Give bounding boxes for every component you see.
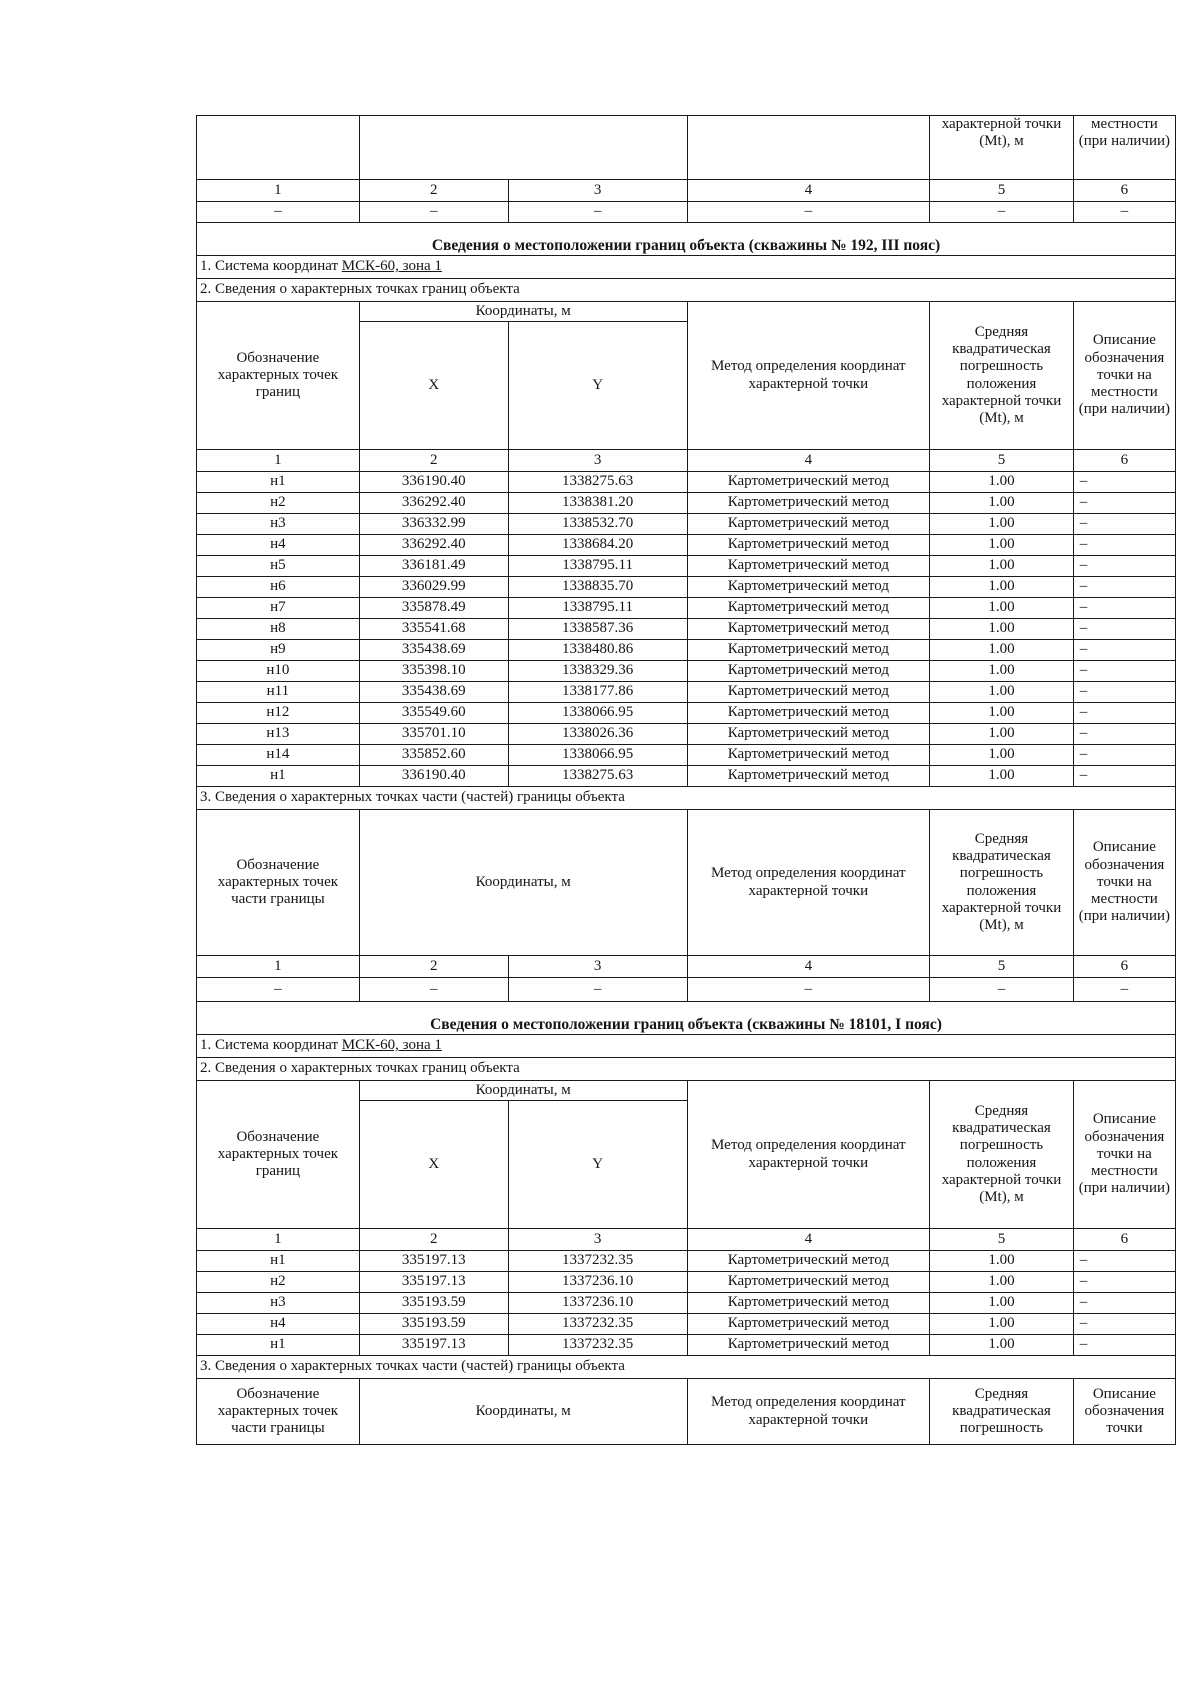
cell-x: 336292.40 — [359, 493, 508, 514]
cell-y: 1338684.20 — [508, 535, 687, 556]
cell-d: – — [1073, 514, 1175, 535]
table-row — [197, 535, 1176, 556]
cell-y: 1338066.95 — [508, 745, 687, 766]
section-18101-points-title: 2. Сведения о характерных точках границ объекта — [197, 1058, 1176, 1081]
cadastral-table: характерной точки (Mt), м местности (при наличии) 1 2 3 4 5 6 – – – – – – Сведения о местоположении границ объекта (скважины № 192, III пояс) 1. Система координат МСК-60, зона 1 2. Сведения о характерных точках границ объекта Обозначение характерных точек границ Координаты, м Метод определения координат характерной точки Средняя квадратическая погрешность положения характерной точки (Mt), м Описание обозначения точки на местности (при наличии) X Y 1 2 3 4 5 6 н1 336190.40 1338275.63 Картометрический метод 1.00 – н2 336292.40 1338381.20 Картометрический метод 1.00 – н3 336332.99 1338532.70 Картометрический метод 1.00 – н4 336292.40 1338684.20 Картометрический метод 1.00 – н5 336181.49 1338795.11 Картометрический метод 1.00 – н6 336029.99 1338835.70 Картометрический метод 1.00 – н7 335878.49 1338795.11 Картометрический метод 1.00 – н8 335541.68 1338587.36 Картометрический метод 1.00 – н9 335438.69 1338480.86 Картометрический метод 1.00 – н10 335398.10 1338329.36 Картометрический метод 1.00 – н11 335438.69 1338177.86 Картометрический метод 1.00 – н12 335549.60 1338066.95 Картометрический метод 1.00 – н13 335701.10 1338026.36 Картометрический метод 1.00 – н14 335852.60 1338066.95 Картометрический метод 1.00 – н1 336190.40 1338275.63 Картометрический метод 1.00 – 3. Сведения о характерных точках части (частей) границы объекта Обозначение характерных точек части границы Координаты, м Метод определения координат характерной точки Средняя квадратическая погрешность положения характерной точки (Mt), м Описание обозначения точки на местности (при наличии) 1 2 3 4 5 6 – – – – – – Сведения о местоположении границ объекта (скважины № 18101, I пояс) 1. Система координат МСК-60, зона 1 2. Сведения о характерных точках границ объекта Обозначение характерных точек границ Координаты, м Метод определения координат характерной точки Средняя квадратическая погрешность положения характерной точки (Mt), м Описание обозначения точки на местности (при наличии) X Y 1 2 3 4 5 6 н1 335197.13 1337232.35 Картометрический метод 1.00 – н2 335197.13 1337236.10 Картометрический метод 1.00 – н3 335193.59 1337236.10 Картометрический метод 1.00 – н4 335193.59 1337232.35 Картометрический метод 1.00 – н1 335197.13 1337232.35 Картометрический метод 1.00 – 3. Сведения о характерных точках части (частей) границы объекта Обозначение характерных точек части границы Координаты, м Метод определения координат характерной точки Средняя квадратическая погрешность Описание обозначения точки — [196, 115, 1176, 1445]
cell-y: 1338329.36 — [508, 661, 687, 682]
cell-y: 1337236.10 — [508, 1293, 687, 1314]
cell-n: н8 — [197, 619, 360, 640]
cell-d: – — [1073, 1335, 1175, 1356]
cell-e: 1.00 — [930, 598, 1074, 619]
cell-y: 1338587.36 — [508, 619, 687, 640]
cell-n: н1 — [197, 472, 360, 493]
cell-e: 1.00 — [930, 1293, 1074, 1314]
cell-y: 1338275.63 — [508, 472, 687, 493]
cell-y: 1338480.86 — [508, 640, 687, 661]
cell-m: Картометрический метод — [687, 682, 930, 703]
cell-x: 335197.13 — [359, 1335, 508, 1356]
section-192-system: 1. Система координат МСК-60, зона 1 — [197, 256, 1176, 279]
cell-y: 1337232.35 — [508, 1251, 687, 1272]
cell-y: 1338835.70 — [508, 577, 687, 598]
table-row — [197, 514, 1176, 535]
cell-d: – — [1073, 472, 1175, 493]
cell-m: Картометрический метод — [687, 619, 930, 640]
cell-d: – — [1073, 535, 1175, 556]
table-row — [197, 640, 1176, 661]
cell-m: Картометрический метод — [687, 577, 930, 598]
table-row — [197, 745, 1176, 766]
cell-x: 335197.13 — [359, 1272, 508, 1293]
cell-x: 335701.10 — [359, 724, 508, 745]
section-192-parts-empty-row: – – – – – – — [197, 978, 1176, 1002]
cell-d: – — [1073, 1272, 1175, 1293]
cell-y: 1338795.11 — [508, 598, 687, 619]
section-18101-title: Сведения о местоположении границ объекта (скважины № 18101, I пояс) — [197, 1002, 1176, 1035]
cell-m: Картометрический метод — [687, 1272, 930, 1293]
cell-x: 335541.68 — [359, 619, 508, 640]
cell-x: 336029.99 — [359, 577, 508, 598]
cell-n: н12 — [197, 703, 360, 724]
cell-m: Картометрический метод — [687, 598, 930, 619]
cell-e: 1.00 — [930, 1335, 1074, 1356]
cell-e: 1.00 — [930, 724, 1074, 745]
cell-e: 1.00 — [930, 1251, 1074, 1272]
cell-n: н4 — [197, 535, 360, 556]
cell-x: 336190.40 — [359, 472, 508, 493]
section-18101-parts-header: Обозначение характерных точек части границы Координаты, м Метод определения координат характерной точки Средняя квадратическая погрешность Описание обозначения точки — [197, 1379, 1176, 1445]
table-row — [197, 1272, 1176, 1293]
cell-m: Картометрический метод — [687, 493, 930, 514]
cell-y: 1337236.10 — [508, 1272, 687, 1293]
cell-m: Картометрический метод — [687, 1314, 930, 1335]
cell-m: Картометрический метод — [687, 661, 930, 682]
cell-y: 1338532.70 — [508, 514, 687, 535]
section-192-number-row: 1 2 3 4 5 6 — [197, 450, 1176, 472]
table-row — [197, 577, 1176, 598]
cell-d: – — [1073, 1293, 1175, 1314]
table-row — [197, 1335, 1176, 1356]
cell-y: 1338795.11 — [508, 556, 687, 577]
table-row — [197, 1293, 1176, 1314]
cell-x: 336181.49 — [359, 556, 508, 577]
section-192-parts-header: Обозначение характерных точек части границы Координаты, м Метод определения координат характерной точки Средняя квадратическая погрешность положения характерной точки (Mt), м Описание обозначения точки на местности (при наличии) — [197, 810, 1176, 956]
cell-d: – — [1073, 1251, 1175, 1272]
cell-x: 335878.49 — [359, 598, 508, 619]
cell-x: 335438.69 — [359, 682, 508, 703]
cell-e: 1.00 — [930, 514, 1074, 535]
cell-d: – — [1073, 745, 1175, 766]
cell-x: 335193.59 — [359, 1293, 508, 1314]
top-error-fragment: характерной точки (Mt), м — [930, 116, 1074, 180]
cell-x: 336332.99 — [359, 514, 508, 535]
section-18101-rows — [197, 1251, 1176, 1356]
cell-n: н1 — [197, 1251, 360, 1272]
cell-e: 1.00 — [930, 493, 1074, 514]
cell-d: – — [1073, 766, 1175, 787]
cell-m: Картометрический метод — [687, 724, 930, 745]
cell-e: 1.00 — [930, 535, 1074, 556]
table-row — [197, 661, 1176, 682]
cell-d: – — [1073, 1314, 1175, 1335]
top-header-fragment — [197, 116, 1176, 180]
cell-d: – — [1073, 493, 1175, 514]
cell-m: Картометрический метод — [687, 556, 930, 577]
cell-d: – — [1073, 640, 1175, 661]
cell-m: Картометрический метод — [687, 703, 930, 724]
cell-d: – — [1073, 598, 1175, 619]
cell-e: 1.00 — [930, 640, 1074, 661]
cell-e: 1.00 — [930, 1314, 1074, 1335]
cell-x: 335193.59 — [359, 1314, 508, 1335]
cell-m: Картометрический метод — [687, 766, 930, 787]
section-192-header: Обозначение характерных точек границ Координаты, м Метод определения координат характерной точки Средняя квадратическая погрешность положения характерной точки (Mt), м Описание обозначения точки на местности (при наличии) — [197, 302, 1176, 322]
top-number-row: 1 2 3 4 5 6 — [197, 180, 1176, 202]
cell-m: Картометрический метод — [687, 535, 930, 556]
cell-d: – — [1073, 724, 1175, 745]
cell-m: Картометрический метод — [687, 640, 930, 661]
cell-e: 1.00 — [930, 661, 1074, 682]
cell-y: 1337232.35 — [508, 1314, 687, 1335]
cell-y: 1338026.36 — [508, 724, 687, 745]
section-192-parts-title: 3. Сведения о характерных точках части (частей) границы объекта — [197, 787, 1176, 810]
cell-d: – — [1073, 682, 1175, 703]
cell-d: – — [1073, 661, 1175, 682]
section-192-title: Сведения о местоположении границ объекта (скважины № 192, III пояс) — [197, 223, 1176, 256]
section-18101-parts-title: 3. Сведения о характерных точках части (частей) границы объекта — [197, 1356, 1176, 1379]
cell-e: 1.00 — [930, 682, 1074, 703]
cell-d: – — [1073, 619, 1175, 640]
table-row — [197, 1314, 1176, 1335]
cell-n: н3 — [197, 1293, 360, 1314]
table-row — [197, 766, 1176, 787]
section-192-rows — [197, 472, 1176, 787]
cell-n: н3 — [197, 514, 360, 535]
table-row — [197, 724, 1176, 745]
cell-y: 1338275.63 — [508, 766, 687, 787]
table-row — [197, 619, 1176, 640]
cell-y: 1337232.35 — [508, 1335, 687, 1356]
cell-m: Картометрический метод — [687, 1335, 930, 1356]
table-row — [197, 703, 1176, 724]
cell-x: 335398.10 — [359, 661, 508, 682]
cell-n: н6 — [197, 577, 360, 598]
cell-x: 335852.60 — [359, 745, 508, 766]
table-row — [197, 1251, 1176, 1272]
cell-d: – — [1073, 703, 1175, 724]
cell-e: 1.00 — [930, 703, 1074, 724]
cell-n: н10 — [197, 661, 360, 682]
table-row — [197, 682, 1176, 703]
cell-n: н2 — [197, 493, 360, 514]
cell-e: 1.00 — [930, 577, 1074, 598]
cell-n: н13 — [197, 724, 360, 745]
cell-m: Картометрический метод — [687, 472, 930, 493]
table-row — [197, 472, 1176, 493]
top-desc-fragment: местности (при наличии) — [1073, 116, 1175, 180]
top-empty-row: – – – – – – — [197, 202, 1176, 223]
cell-e: 1.00 — [930, 745, 1074, 766]
cell-n: н2 — [197, 1272, 360, 1293]
cell-y: 1338177.86 — [508, 682, 687, 703]
cell-d: – — [1073, 577, 1175, 598]
cell-n: н14 — [197, 745, 360, 766]
cell-x: 336292.40 — [359, 535, 508, 556]
section-192-points-title: 2. Сведения о характерных точках границ объекта — [197, 279, 1176, 302]
cell-n: н1 — [197, 1335, 360, 1356]
cell-n: н11 — [197, 682, 360, 703]
cell-x: 336190.40 — [359, 766, 508, 787]
cell-x: 335438.69 — [359, 640, 508, 661]
table-row — [197, 493, 1176, 514]
cell-d: – — [1073, 556, 1175, 577]
section-18101-header: Обозначение характерных точек границ Координаты, м Метод определения координат характерной точки Средняя квадратическая погрешность положения характерной точки (Mt), м Описание обозначения точки на местности (при наличии) — [197, 1081, 1176, 1101]
section-18101-number-row: 1 2 3 4 5 6 — [197, 1229, 1176, 1251]
document-sheet — [196, 115, 1176, 1445]
cell-y: 1338381.20 — [508, 493, 687, 514]
cell-x: 335197.13 — [359, 1251, 508, 1272]
cell-y: 1338066.95 — [508, 703, 687, 724]
cell-e: 1.00 — [930, 619, 1074, 640]
cell-m: Картометрический метод — [687, 745, 930, 766]
cell-n: н1 — [197, 766, 360, 787]
table-row — [197, 598, 1176, 619]
cell-m: Картометрический метод — [687, 514, 930, 535]
cell-x: 335549.60 — [359, 703, 508, 724]
table-row — [197, 556, 1176, 577]
cell-e: 1.00 — [930, 556, 1074, 577]
cell-n: н7 — [197, 598, 360, 619]
cell-e: 1.00 — [930, 1272, 1074, 1293]
cell-e: 1.00 — [930, 766, 1074, 787]
cell-n: н5 — [197, 556, 360, 577]
cell-e: 1.00 — [930, 472, 1074, 493]
cell-n: н9 — [197, 640, 360, 661]
cell-n: н4 — [197, 1314, 360, 1335]
cell-m: Картометрический метод — [687, 1293, 930, 1314]
section-18101-system: 1. Система координат МСК-60, зона 1 — [197, 1035, 1176, 1058]
cell-m: Картометрический метод — [687, 1251, 930, 1272]
